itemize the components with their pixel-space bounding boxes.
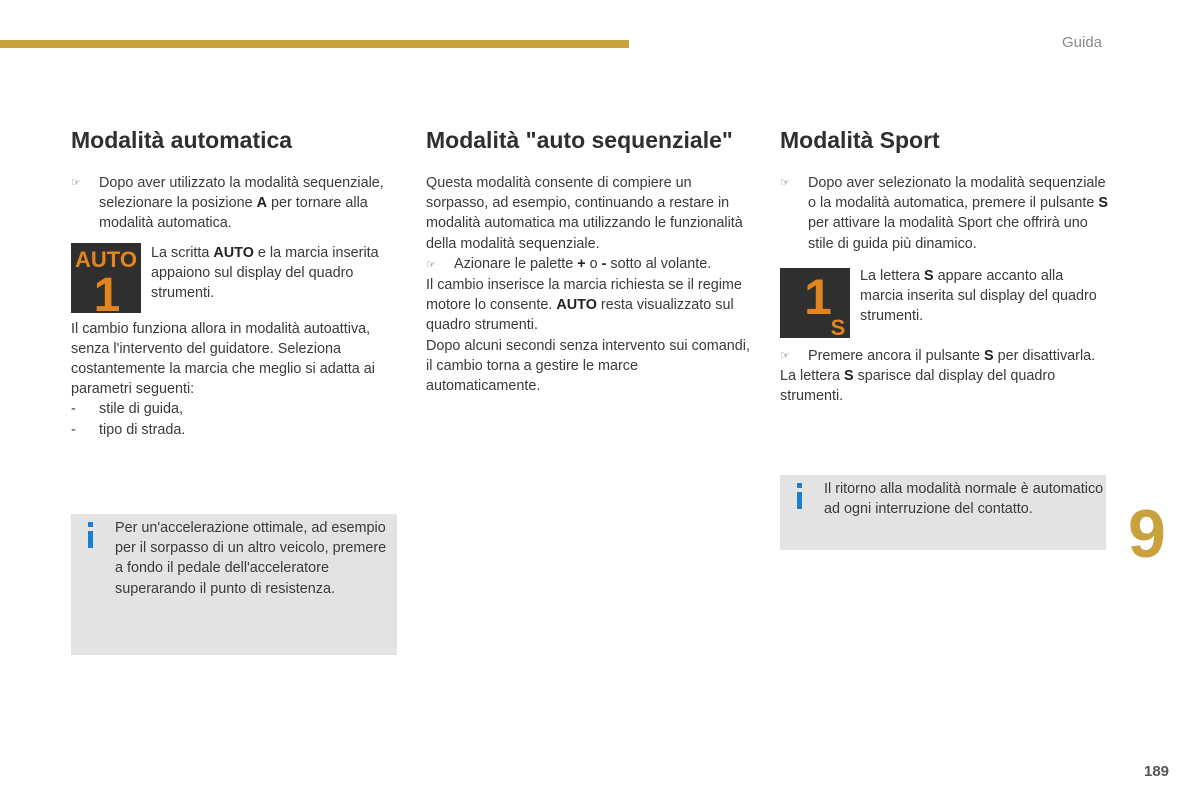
caption-text: e la marcia inserita appaiono sul display del quadro strumenti. [151,244,379,302]
bullet-text: per attivare la modalità Sport che offrirà uno stile di guida più dinamico. [808,215,1088,252]
paragraph-text: La lettera [780,368,844,385]
info-icon [792,481,808,511]
info-text: Il ritorno alla modalità normale è automatico ad ogni interruzione del contatto. [824,481,1104,518]
info-text: Per un'accelerazione ottimale, ad esempio per il sorpasso di un altro veicolo, premere a fondo il pedale dell'acceleratore superarando il punto di resistenza. [115,520,387,597]
lcd-sport-text: S [830,314,846,338]
sport-1s-display-graphic [780,268,850,338]
body-paragraph: Dopo alcuni secondi senza intervento sui comandi, il cambio torna a gestire le marce automaticamente. [426,337,750,395]
display-caption [860,266,1110,338]
display-example [71,243,401,313]
body-paragraph [780,366,1110,406]
auto-1-display-graphic [71,243,141,313]
list-item: - tipo di strada. [71,421,186,438]
list-item-text: tipo di strada. [99,421,186,438]
bullet-key: - [601,255,607,272]
body-paragraph: Questa modalità consente di compiere un sorpasso, ad esempio, continuando a restare in modalità automatica ma utilizzando le funzionalità della modalità sequenziale. [426,175,743,252]
column-title: Modalità automatica [71,127,293,153]
pointing-hand-icon: ☞ [780,177,790,189]
lcd-gear-text: 1 [804,268,832,325]
caption-text: appare accanto alla marcia inserita sul display del quadro strumenti. [860,267,1097,325]
paragraph-text: sparisce dal display del quadro strumenti. [780,368,1056,405]
section-name: Guida [1062,34,1103,51]
bullet-text: per tornare alla modalità automatica. [99,195,368,232]
pointing-hand-icon: ☞ [780,349,790,362]
caption-text: La lettera [860,267,924,284]
list-item: - stile di guida, [71,401,183,418]
info-box [71,514,397,655]
bullet-text: per disattivarla. [993,347,1096,364]
body-paragraph [426,275,756,336]
info-box [780,475,1106,550]
list-item-text: stile di guida, [99,401,183,418]
column-sport-mode [780,125,1110,406]
column-auto-sequential-mode [426,125,756,396]
paragraph-key: S [844,368,854,385]
lcd-auto-text: AUTO [75,246,137,272]
bullet-text: sotto al volante. [606,255,712,272]
chapter-number: 9 [1128,496,1166,572]
instruction-bullet [71,173,401,234]
bullet-text: o [585,255,602,272]
caption-text: La scritta [151,244,214,261]
bullet-key: S [1098,195,1108,212]
caption-key: S [924,267,934,284]
display-example [780,266,1110,338]
pointing-hand-icon: ☞ [426,258,436,271]
bullet-text: Dopo aver utilizzato la modalità sequenziale, selezionare la posizione [99,175,384,212]
info-icon [83,520,99,550]
column-title: Modalità "auto sequenziale" [426,127,733,153]
header-accent-bar [0,40,629,48]
column-title: Modalità Sport [780,127,940,153]
bullet-text: Dopo aver selezionato la modalità sequenziale o la modalità automatica, premere il pulsante [808,175,1106,212]
bullet-text: Azionare le palette [454,255,578,272]
page-number: 189 [1144,763,1170,780]
instruction-bullet [780,173,1110,254]
auto-display-icon [71,243,141,313]
display-caption [151,243,401,313]
instruction-bullet [780,346,1110,366]
instruction-bullet [426,254,756,275]
paragraph-key: AUTO [556,297,597,314]
sport-display-icon [780,268,850,338]
lcd-gear-text: 1 [93,268,121,313]
bullet-key: A [256,195,268,212]
paragraph-text: resta visualizzato sul quadro strumenti. [426,297,734,334]
bullet-key: S [983,347,994,364]
paragraph-text: Il cambio inserisce la marcia richiesta se il regime motore lo consente. [426,277,742,314]
pointing-hand-icon: ☞ [71,177,81,189]
bullet-text: Premere ancora il pulsante [808,347,984,364]
body-paragraph: Il cambio funziona allora in modalità autoattiva, senza l'intervento del guidatore. Seleziona costantemente la marcia che meglio si adatta ai parametri seguenti: [71,320,375,398]
column-automatic-mode [71,125,401,440]
bullet-key: + [577,255,586,272]
caption-key: AUTO [213,244,254,261]
